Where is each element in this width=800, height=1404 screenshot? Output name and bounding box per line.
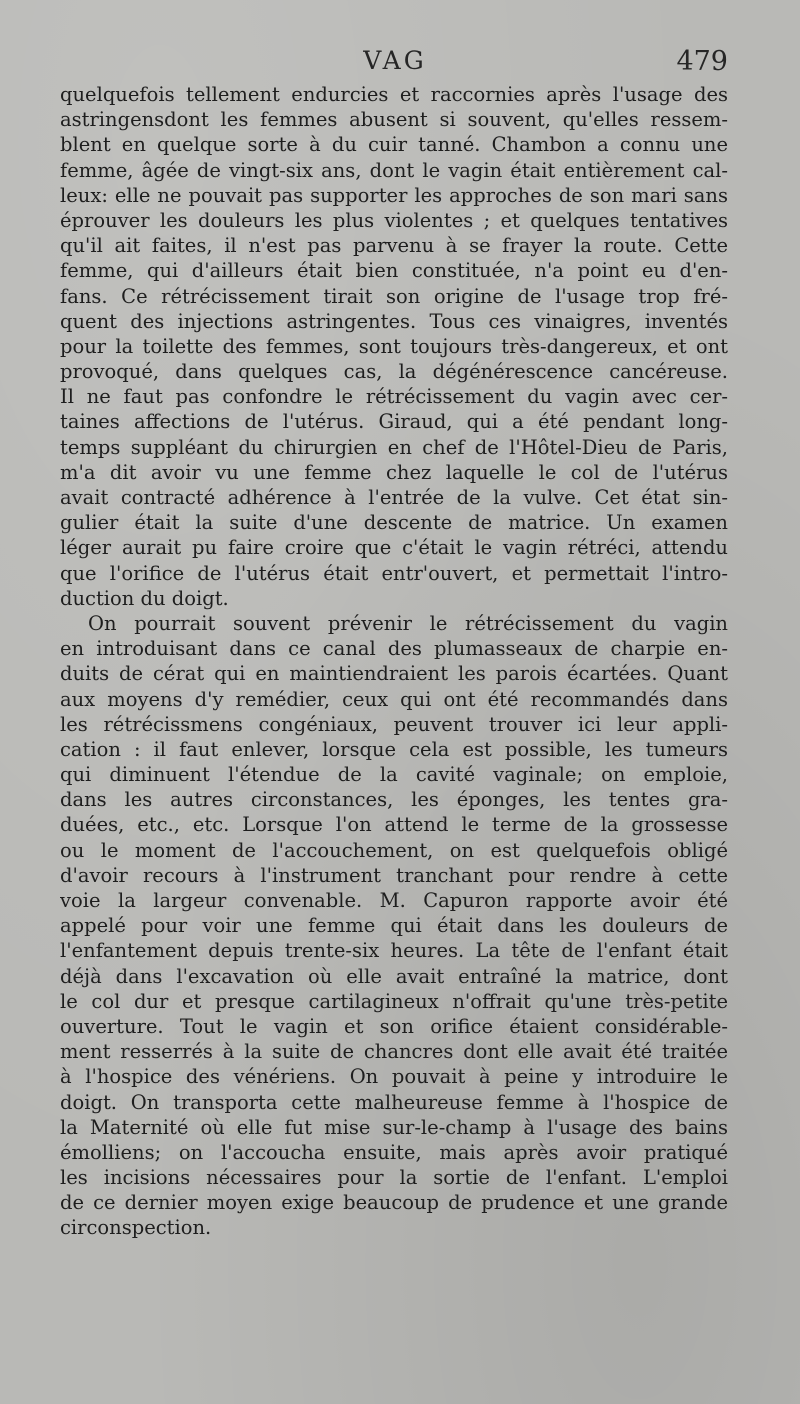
text-line: à l'hospice des vénériens. On pouvait à peine y introduire le xyxy=(60,1065,728,1089)
text-line: ou le moment de l'accouchement, on est quelquefois obligé xyxy=(60,838,728,862)
body-text xyxy=(60,82,728,1241)
text-line: gulier était la suite d'une descente de matrice. Un examen xyxy=(60,511,728,535)
text-line: Il ne faut pas confondre le rétrécissement du vagin avec cer- xyxy=(60,385,728,409)
text-line: astringensdont les femmes abusent si souvent, qu'elles ressem- xyxy=(60,108,728,132)
text-line: aux moyens d'y remédier, ceux qui ont été recommandés dans xyxy=(60,687,728,711)
text-line: le col dur et presque cartilagineux n'offrait qu'une très-petite xyxy=(60,989,728,1013)
page-number: 479 xyxy=(676,46,728,77)
text-line: fans. Ce rétrécissement tirait son origine de l'usage trop fré- xyxy=(60,284,728,308)
text-line: leux: elle ne pouvait pas supporter les approches de son mari sans xyxy=(60,183,728,207)
text-line: dans les autres circonstances, les éponges, les tentes gra- xyxy=(60,788,728,812)
text-line: en introduisant dans ce canal des plumasseaux de charpie en- xyxy=(60,637,728,661)
text-line: doigt. On transporta cette malheureuse femme à l'hospice de xyxy=(60,1090,728,1114)
text-line: femme, âgée de vingt-six ans, dont le vagin était entièrement cal- xyxy=(60,158,728,182)
text-line: temps suppléant du chirurgien en chef de l'Hôtel-Dieu de Paris, xyxy=(60,435,728,459)
text-line: femme, qui d'ailleurs était bien constituée, n'a point eu d'en- xyxy=(60,259,728,283)
text-line: les rétrécissmens congéniaux, peuvent trouver ici leur appli- xyxy=(60,712,728,736)
text-line: de ce dernier moyen exige beaucoup de prudence et une grande xyxy=(60,1191,728,1215)
text-line: d'avoir recours à l'instrument tranchant pour rendre à cette xyxy=(60,863,728,887)
text-line: avait contracté adhérence à l'entrée de la vulve. Cet état sin- xyxy=(60,486,728,509)
text-line: On pourrait souvent prévenir le rétrécissement du vagin xyxy=(88,611,728,635)
text-line: émolliens; on l'accoucha ensuite, mais après avoir pratiqué xyxy=(60,1140,728,1164)
text-line: que l'orifice de l'utérus était entr'ouvert, et permettait l'intro- xyxy=(60,561,728,585)
text-line: les incisions nécessaires pour la sortie de l'enfant. L'emploi xyxy=(60,1166,728,1190)
text-line: taines affections de l'utérus. Giraud, qui a été pendant long- xyxy=(60,410,728,434)
text-line: éprouver les douleurs les plus violentes ; et quelques tentatives xyxy=(60,208,728,232)
text-line: circonspection. xyxy=(60,1216,212,1240)
text-line: duction du doigt. xyxy=(60,586,229,610)
paragraph xyxy=(60,611,728,1241)
text-line: duits de cérat qui en maintiendraient les parois écartées. Quant xyxy=(60,662,728,686)
running-head xyxy=(0,46,800,86)
text-line: provoqué, dans quelques cas, la dégénérescence cancéreuse. xyxy=(60,360,728,384)
text-line: voie la largeur convenable. M. Capuron rapporte avoir été xyxy=(60,889,728,912)
text-line: appelé pour voir une femme qui était dans les douleurs de xyxy=(60,914,728,938)
paragraph xyxy=(60,82,728,611)
text-line: qu'il ait faites, il n'est pas parvenu à se frayer la route. Cette xyxy=(60,234,728,258)
text-line: m'a dit avoir vu une femme chez laquelle le col de l'utérus xyxy=(60,460,728,484)
text-line: quelquefois tellement endurcies et raccornies après l'usage des xyxy=(60,83,728,106)
text-line: léger aurait pu faire croire que c'était le vagin rétréci, attendu xyxy=(60,536,728,560)
text-line: cation : il faut enlever, lorsque cela est possible, les tumeurs xyxy=(60,737,728,761)
text-line: quent des injections astringentes. Tous ces vinaigres, inventés xyxy=(60,309,728,333)
text-line: ment resserrés à la suite de chancres dont elle avait été traitée xyxy=(60,1040,728,1064)
text-line: qui diminuent l'étendue de la cavité vaginale; on emploie, xyxy=(60,763,728,787)
text-line: pour la toilette des femmes, sont toujours très-dangereux, et ont xyxy=(60,334,728,358)
running-title: VAG xyxy=(363,46,427,75)
text-line: ouverture. Tout le vagin et son orifice étaient considérable- xyxy=(60,1014,728,1038)
text-line: déjà dans l'excavation où elle avait entraîné la matrice, dont xyxy=(60,964,728,988)
text-line: duées, etc., etc. Lorsque l'on attend le terme de la grossesse xyxy=(60,813,728,837)
text-line: la Maternité où elle fut mise sur-le-champ à l'usage des bains xyxy=(60,1115,728,1139)
text-line: blent en quelque sorte à du cuir tanné. Chambon a connu une xyxy=(60,133,728,157)
text-line: l'enfantement depuis trente-six heures. La tête de l'enfant était xyxy=(60,939,728,963)
